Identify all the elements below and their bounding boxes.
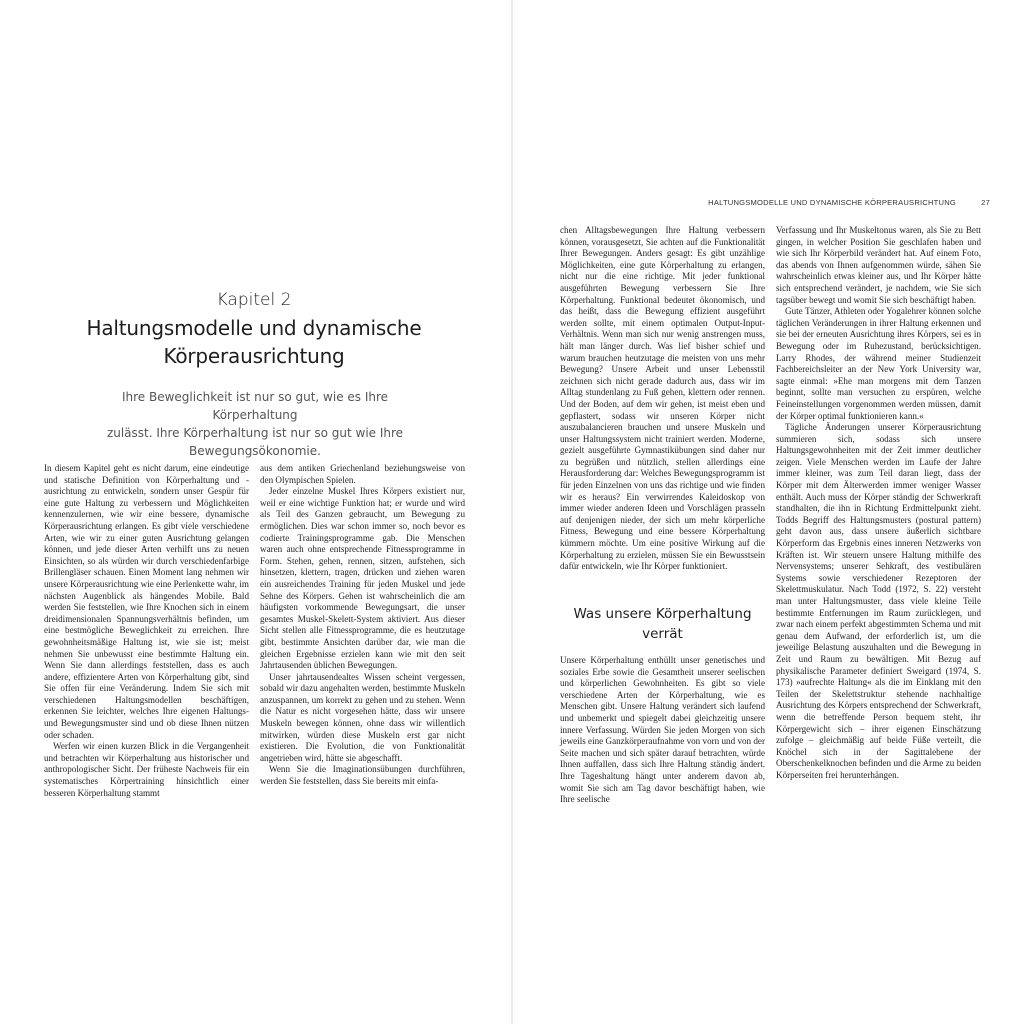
paragraph: aus dem antiken Griechenland beziehungsweise von den Olympischen Spielen.	[260, 463, 465, 485]
page-gutter	[511, 0, 513, 1024]
paragraph: Unsere Körperhaltung enthüllt unser genetisches und soziales Erbe sowie die Gesamtheit unserer seelischen und körperlichen Gewohnheiten. Es gibt so viele verschiedene Arten der Körperhaltung, wie es Menschen gibt. Unsere Haltung verändert sich laufend und unbemerkt und spiegelt dabei gleichzeitig unsere innere Verfassung. Würden Sie jeden Morgen von sich jeweils eine Ganzkörperaufnahme von vorn und von der Seite machen und sich später darauf betrachten, würde Ihnen auffallen, dass sich Ihre Haltung ständig ändert. Ihre Tageshaltung hängt unter anderem davon ab, womit Sie sich am Tag davor beschäftigt haben, wie Ihre seelische	[560, 655, 765, 805]
paragraph: Unser jahrtausendealtes Wissen scheint vergessen, sobald wir dazu angehalten werden, bestimmte Muskeln anzuspannen, um korrekt zu gehen und zu stehen. Wenn die Natur es nicht vorgesehen hätte, dass wir unsere Muskeln bewegen können, ohne dass wir willentlich mitwirken, würden diese Muskeln erst gar nicht existieren. Die Evolution, die von Funktionalität angetrieben wird, hätte sie abgeschafft.	[260, 671, 465, 763]
chapter-title	[44, 314, 464, 370]
paragraph: In diesem Kapitel geht es nicht darum, eine eindeutige und statische Definition von Körperhaltung und -ausrichtung zu entwickeln, sondern unser Gespür für eine gute Haltung zu verbessern und Möglichkeiten kennenzulernen, wie wir eine bessere, dynamische Körperausrichtung erlangen. Es gibt viele verschiedene Arten, wie wir zu einer guten Ausrichtung gelangen können, und jede dieser Arten verhilft uns zu neuen Einsichten, so als würden wir durch verschiedenfarbige Brillengläser schauen. Einen Moment lang nehmen wir unsere Körperausrichtung wie eine Perlenkette wahr, im nächsten Augenblick als hängendes Mobile. Bald werden Sie feststellen, wie Ihre Knochen sich in einem dreidimensionalen Spannungsverhältnis befinden, um eine bestmögliche Beweglichkeit zu erreichen. Ihre gewohnheitsmäßige Haltung ist, wie sie ist; meist nehmen Sie unbewusst eine bestimmte Haltung ein. Wenn Sie dann allerdings feststellen, dass es auch andere, effizientere Arten von Körperhaltung gibt, sind Sie offen für eine Veränderung. Indem Sie sich mit verschiedenen Haltungsmodellen beschäftigen, erkennen Sie leichter, welches Ihre eigenen Haltungs- und Bewegungsmuster sind und ob diese Ihnen nützen oder schaden.	[44, 463, 249, 740]
chapter-intro-quote	[80, 388, 430, 460]
chapter-number: Kapitel 2	[216, 290, 292, 310]
paragraph: Verfassung und Ihr Muskeltonus waren, als Sie zu Bett gingen, in welcher Position Sie geschlafen haben und wie sich Ihr Körperbild verändert hat. Auf einem Foto, das abends von Ihnen aufgenommen würde, sähen Sie wahrscheinlich etwas kleiner aus, und Ihr Körper hätte sich entsprechend verändert, je nachdem, wie Sie sich tagsüber bewegt und womit Sie sich beschäftigt haben.	[776, 225, 981, 305]
intro-line: Ihre Beweglichkeit ist nur so gut, wie es Ihre Körperhaltung	[121, 390, 389, 422]
running-head-title: HALTUNGSMODELLE UND DYNAMISCHE KÖRPERAUSRICHTUNG	[708, 198, 956, 207]
section-heading-line: verrät	[642, 626, 683, 642]
intro-line: zulässt. Ihre Körperhaltung ist nur so gut wie Ihre	[106, 426, 404, 440]
paragraph: Gute Tänzer, Athleten oder Yogalehrer können solche täglichen Veränderungen in ihrer Haltung erkennen und sie bei der erneuten Ausrichtung ihres Körpers, sei es in Bewegung oder im Ruhezustand, berücksichtigen. Larry Rhodes, der während meiner Studienzeit Fachbereichsleiter an der New York University war, sagte einmal: »Ehe man morgens mit dem Tanzen beginnt, sollte man versuchen zu erspüren, welche Feineinstellungen vorgenommen werden müssen, damit der Körper optimal funktionieren kann.«	[776, 306, 981, 421]
chapter-title-line: Körperausrichtung	[163, 344, 345, 368]
paragraph: Werfen wir einen kurzen Blick in die Vergangenheit und betrachten wir Körperhaltung aus historischer und anthropologischer Sicht. Der früheste Nachweis für ein systematisches Körpertraining hinsichtlich einer besseren Körperhaltung stammt	[44, 741, 249, 798]
section-heading-line: Was unsere Körperhaltung	[573, 606, 752, 622]
intro-line: Bewegungsökonomie.	[189, 444, 321, 458]
text-column-left-1	[44, 463, 249, 799]
paragraph: Tägliche Änderungen unserer Körperausrichtung summieren sich, sodass sich unsere Haltungsgewohnheiten mit der Zeit immer deutlicher zeigen. Viele Menschen werden im Laufe der Jahre immer kleiner, was zum Teil daran liegt, dass der Körper mit dem Älterwerden immer weniger Wasser enthält. Auch muss der Körper ständig der Schwerkraft standhalten, die ihn in Richtung Erdmittelpunkt zieht. Todds Begriff des Haltungsmusters (postural pattern) geht davon aus, dass unsere äußerlich sichtbare Körperform das Ergebnis eines inneren Netzwerks von Kräften ist. Wir steuern unsere Haltung mithilfe des Nervensystems; unserer Sehkraft, des vestibulären Systems sowie verschiedener Rezeptoren der Skelettmuskulatur. Nach Todd (1972, S. 22) versteht man unter Haltungsmuster, dass viele kleine Teile bestimmte Entfernungen im Raum zurücklegen, und zwar nach einem perfekt abgestimmten Schema und mit genau dem Aufwand, der erforderlich ist, um die jeweilige Belastung auszuhalten und die Bewegung in Zeit und Raum zu bewältigen. Mit Bezug auf physikalische Parameter definiert Sweigard (1974, S. 173) »aufrechte Haltung« als die im Einklang mit den Teilen der Skelettstruktur stehende nachhaltige Ausrichtung des Körpers entsprechend der Schwerkraft, wenn die betreffende Person bequem steht, ihr Körpergewicht sich – ihrer eigenen Einschätzung zufolge – gleichmäßig auf beide Füße verteilt, die Knöchel sich in der Sagittalebene der Oberschenkelknochen befinden und die Arme zu beiden Körperseiten frei herunterhängen.	[776, 422, 981, 780]
text-column-right-2	[776, 225, 981, 782]
text-column-left-2	[260, 463, 465, 788]
chapter-title-line: Haltungsmodelle und dynamische	[86, 316, 422, 340]
paragraph: chen Alltagsbewegungen Ihre Haltung verbessern können, vorausgesetzt, Sie achten auf die Funktionalität Ihrer Bewegungen. Anders gesagt: Es gibt unzählige Möglichkeiten, eine gute Körperhaltung zu erlangen, nicht nur die eine richtige. Mit jeder funktional ausgeführten Bewegung verbessern Sie Ihre Körperhaltung. Funktional bedeutet ökonomisch, und das heißt, dass die Bewegung effizient ausgeführt werden sollte, mit einem optimalen Output-Input-Verhältnis. Wenn man sich nur wenig anstrengen muss, hält man länger durch. Was lief bisher schief und warum brauchen heutzutage die meisten von uns mehr Bewegung? Unsere Arbeit und unser Lebensstil zeichnen sich nicht gerade dadurch aus, dass wir im Alltag stundenlang zu Fuß gehen, klettern oder rennen. Und der Boden, auf dem wir gehen, ist meist eben und gepflastert, sodass wir unseren Körper nicht auszubalancieren brauchen und unsere Muskeln und unser Haltungssystem nicht trainiert werden. Moderne, gezielt ausgeführte Gymnastikübungen sind daher nur zu begrüßen und nützlich, stellen allerdings eine Herausforderung dar: Welches Bewegungsprogramm ist für jeden Einzelnen von uns das richtige und wie finden wir es heraus? Ein verwirrendes Kaleidoskop von immer wieder anderen Ideen und Vorschlägen prasseln auf denjenigen nieder, der sich um mehr körperliche Fitness, Bewegung und eine bessere Körperhaltung kümmern möchte. Um eine positive Wirkung auf die Körperhaltung zu erzielen, müssen Sie ein Bewusstsein dafür entwickeln, wie Ihr Körper funktioniert.	[560, 225, 765, 572]
section-heading	[560, 604, 765, 644]
text-column-right-1-lower	[560, 655, 765, 806]
text-column-right-1	[560, 225, 765, 573]
chapter-heading	[44, 290, 464, 370]
page-number: 27	[981, 198, 990, 207]
paragraph: Jeder einzelne Muskel Ihres Körpers existiert nur, weil er eine wichtige Funktion hat; er wurde und wird als Teil des Ganzen gebraucht, um Bewegung zu ermöglichen. Dies war schon immer so, noch bevor es codierte Trainingsprogramme gab. Die Menschen waren auch ohne entsprechende Fitnessprogramme in Form. Stehen, gehen, rennen, sitzen, aufstehen, sich hinsetzen, klettern, tragen, drücken und ziehen waren ein ausreichendes Training für jeden Muskel und jede Sehne des Körpers. Gehen ist wahrscheinlich die am häufigsten vorkommende Bewegungsart, die unser gesamtes Muskel-Skelett-System aktiviert. Aus dieser Sicht stellen alle Fitnessprogramme, die es heutzutage gibt, bestimmte Ansichten darüber dar, wie man die gleichen Ergebnisse erzielen kann wie mit den seit Jahrtausenden üblichen Bewegungen.	[260, 486, 465, 671]
paragraph: Wenn Sie die Imaginationsübungen durchführen, werden Sie feststellen, dass Sie bereits mit einfa-	[260, 764, 465, 787]
